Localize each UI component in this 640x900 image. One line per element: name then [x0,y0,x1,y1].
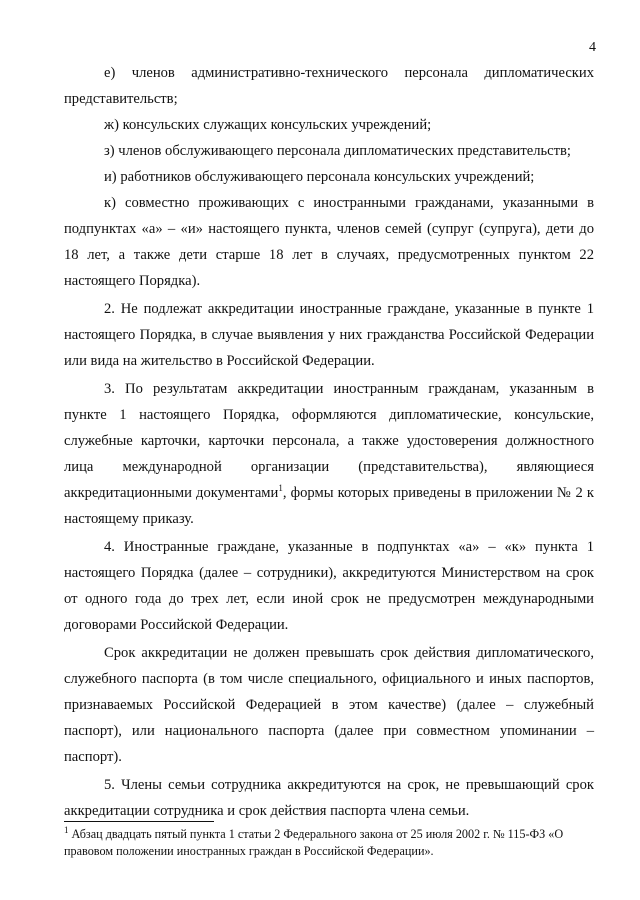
list-item-zh: ж) консульских служащих консульских учреждений; [104,117,432,133]
list-item-z: з) членов обслуживающего персонала дипломатических представительств; [104,143,571,159]
list-item-e: е) членов административно-технического персонала дипломатических представительств; [64,65,594,107]
paragraph-3-tail: , формы которых приведены в приложении № 2 к настоящему приказу. [64,485,594,527]
paragraph-4-continued: Срок аккредитации не должен превышать срок действия дипломатического, служебного паспорта (в том числе специального, официального и иных паспортов, признаваемых Российской Федерацией в этом качестве) (далее – служебный паспорт), или национального паспорта (далее при совместном упоминании – паспорт). [64,645,594,765]
paragraph-4: 4. Иностранные граждане, указанные в подпунктах «а» – «к» пункта 1 настоящего Порядка (далее – сотрудники), аккредитуются Министерством на срок от одного года до трех лет, если иной срок не предусмотрен международными договорами Российской Федерации. [64,539,594,633]
page-number: 4 [589,40,596,55]
paragraph-2: 2. Не подлежат аккредитации иностранные граждане, указанные в пункте 1 настоящего Порядка, в случае выявления у них гражданства Российской Федерации или вида на жительство в Российской Федерации. [64,301,594,369]
footnote-reference[interactable]: 1 [278,483,283,494]
list-item-i: и) работников обслуживающего персонала консульских учреждений; [104,169,535,185]
footnote-divider [64,821,214,822]
footnote-text: Абзац двадцать пятый пункта 1 статьи 2 Федерального закона от 25 июля 2002 г. № 115-ФЗ «О правовом положении иностранных граждан в Российской Федерации». [64,827,564,858]
list-item-k: к) совместно проживающих с иностранными гражданами, указанными в подпунктах «а» – «и» настоящего пункта, членов семей (супруг (супруга), дети до 18 лет, а также дети старше 18 лет в случаях, предусмотренных пунктом 22 настоящего Порядка). [64,195,594,289]
paragraph-3-main: 3. По результатам аккредитации иностранным гражданам, указанным в пункте 1 настоящего Порядка, оформляются дипломатические, консульские, служебные карточки, карточки персонала, а также удостоверения должностного лица международной организации (представительства), являющиеся аккредитационными документами [64,381,594,501]
paragraph-5: 5. Члены семьи сотрудника аккредитуются на срок, не превышающий срок аккредитации сотрудника и срок действия паспорта члена семьи. [64,777,594,819]
document-body [64,60,594,824]
footnote-mark: 1 [64,824,69,835]
footnote [64,826,594,860]
paragraph-3 [64,376,594,532]
